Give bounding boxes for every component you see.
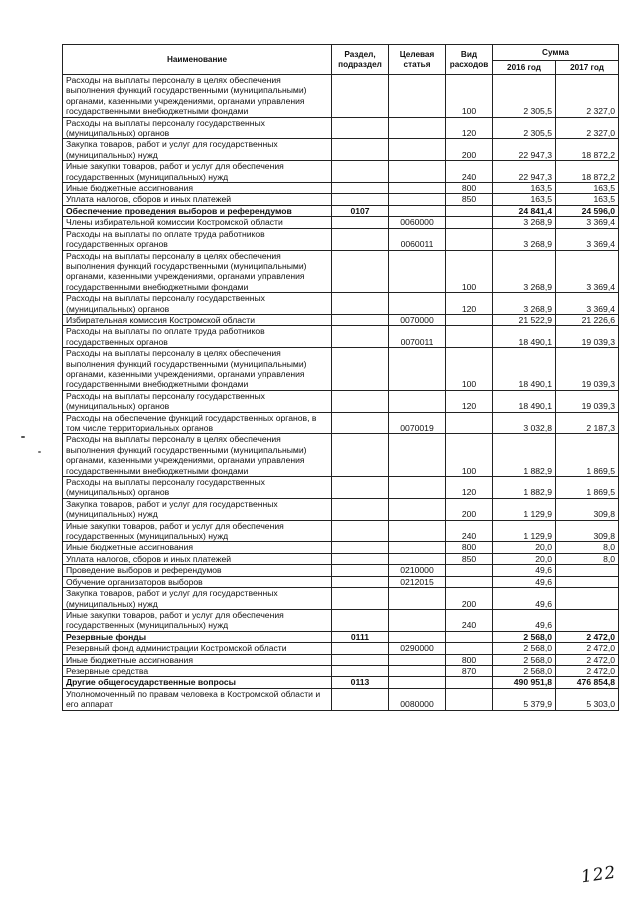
row-expense-type: 200 bbox=[446, 139, 493, 161]
row-section bbox=[332, 498, 389, 520]
row-sum-2017: 8,0 bbox=[556, 542, 619, 553]
table-row bbox=[63, 183, 619, 194]
budget-table bbox=[62, 44, 619, 711]
row-target bbox=[389, 631, 446, 642]
page-number: 122 bbox=[579, 862, 618, 888]
row-name: Другие общегосударственные вопросы bbox=[63, 677, 332, 688]
row-sum-2017: 3 369,4 bbox=[556, 217, 619, 228]
row-section bbox=[332, 412, 389, 434]
row-sum-2016: 49,6 bbox=[493, 565, 556, 576]
row-target bbox=[389, 434, 446, 477]
row-name: Расходы на выплаты персоналу государственных (муниципальных) органов bbox=[63, 390, 332, 412]
row-sum-2017: 2 327,0 bbox=[556, 117, 619, 139]
table-row bbox=[63, 643, 619, 654]
row-name: Расходы на выплаты по оплате труда работников государственных органов bbox=[63, 228, 332, 250]
scan-speck bbox=[38, 451, 41, 453]
row-target bbox=[389, 588, 446, 610]
row-section: 0113 bbox=[332, 677, 389, 688]
table-body bbox=[63, 75, 619, 711]
row-expense-type: 240 bbox=[446, 520, 493, 542]
header-target: Целевая статья bbox=[389, 45, 446, 75]
row-name: Иные бюджетные ассигнования bbox=[63, 183, 332, 194]
row-sum-2017: 1 869,5 bbox=[556, 434, 619, 477]
table-row bbox=[63, 576, 619, 587]
row-sum-2016: 18 490,1 bbox=[493, 348, 556, 391]
row-name: Иные закупки товаров, работ и услуг для обеспечения государственных (муниципальных) нужд bbox=[63, 161, 332, 183]
row-section bbox=[332, 314, 389, 325]
row-sum-2017: 163,5 bbox=[556, 183, 619, 194]
row-expense-type: 850 bbox=[446, 553, 493, 564]
row-sum-2017: 163,5 bbox=[556, 194, 619, 205]
row-sum-2016: 163,5 bbox=[493, 183, 556, 194]
row-sum-2016: 163,5 bbox=[493, 194, 556, 205]
table-row bbox=[63, 688, 619, 710]
row-sum-2016: 3 268,9 bbox=[493, 293, 556, 315]
row-target bbox=[389, 161, 446, 183]
row-expense-type bbox=[446, 688, 493, 710]
row-section bbox=[332, 117, 389, 139]
table-row bbox=[63, 665, 619, 676]
row-expense-type bbox=[446, 631, 493, 642]
table-row bbox=[63, 677, 619, 688]
row-section bbox=[332, 654, 389, 665]
row-sum-2016: 20,0 bbox=[493, 553, 556, 564]
row-expense-type: 850 bbox=[446, 194, 493, 205]
row-sum-2016: 24 841,4 bbox=[493, 205, 556, 216]
row-name: Расходы на обеспечение функций государственных органов, в том числе территориальных органов bbox=[63, 412, 332, 434]
table-row bbox=[63, 609, 619, 631]
header-name: Наименование bbox=[63, 45, 332, 75]
row-expense-type bbox=[446, 217, 493, 228]
table-row bbox=[63, 228, 619, 250]
row-section bbox=[332, 250, 389, 293]
row-name: Закупка товаров, работ и услуг для государственных (муниципальных) нужд bbox=[63, 139, 332, 161]
row-name: Проведение выборов и референдумов bbox=[63, 565, 332, 576]
row-target bbox=[389, 293, 446, 315]
row-sum-2016: 2 305,5 bbox=[493, 75, 556, 118]
row-name: Расходы на выплаты персоналу в целях обеспечения выполнения функций государственными (муниципальными) органами, казенными учреждениями, органами управления государственными внебюджетными фондами bbox=[63, 75, 332, 118]
row-target bbox=[389, 677, 446, 688]
row-sum-2017: 19 039,3 bbox=[556, 390, 619, 412]
row-sum-2016: 5 379,9 bbox=[493, 688, 556, 710]
row-sum-2017: 1 869,5 bbox=[556, 477, 619, 499]
table-row bbox=[63, 477, 619, 499]
row-name: Расходы на выплаты персоналу в целях обеспечения выполнения функций государственными (муниципальными) органами, казенными учреждениями, органами управления государственными внебюджетными фондами bbox=[63, 348, 332, 391]
row-name: Резервный фонд администрации Костромской области bbox=[63, 643, 332, 654]
row-sum-2016: 3 268,9 bbox=[493, 250, 556, 293]
row-name: Уплата налогов, сборов и иных платежей bbox=[63, 553, 332, 564]
row-sum-2017 bbox=[556, 565, 619, 576]
row-sum-2016: 20,0 bbox=[493, 542, 556, 553]
row-sum-2017: 18 872,2 bbox=[556, 161, 619, 183]
row-sum-2016: 1 129,9 bbox=[493, 520, 556, 542]
table-row bbox=[63, 139, 619, 161]
row-sum-2017: 3 369,4 bbox=[556, 228, 619, 250]
row-section bbox=[332, 688, 389, 710]
table-row bbox=[63, 520, 619, 542]
row-target bbox=[389, 250, 446, 293]
row-sum-2016: 2 568,0 bbox=[493, 631, 556, 642]
row-expense-type bbox=[446, 314, 493, 325]
row-target: 0060011 bbox=[389, 228, 446, 250]
row-sum-2016: 3 268,9 bbox=[493, 217, 556, 228]
row-sum-2017: 2 472,0 bbox=[556, 643, 619, 654]
row-target bbox=[389, 553, 446, 564]
header-section: Раздел, подраздел bbox=[332, 45, 389, 75]
row-expense-type bbox=[446, 326, 493, 348]
row-section bbox=[332, 542, 389, 553]
row-sum-2017: 2 472,0 bbox=[556, 665, 619, 676]
row-sum-2016: 22 947,3 bbox=[493, 161, 556, 183]
row-section bbox=[332, 643, 389, 654]
table-row bbox=[63, 553, 619, 564]
row-target bbox=[389, 75, 446, 118]
row-expense-type bbox=[446, 643, 493, 654]
row-target bbox=[389, 498, 446, 520]
row-expense-type: 100 bbox=[446, 75, 493, 118]
row-section bbox=[332, 565, 389, 576]
row-expense-type: 870 bbox=[446, 665, 493, 676]
row-sum-2017 bbox=[556, 609, 619, 631]
row-sum-2017: 19 039,3 bbox=[556, 326, 619, 348]
row-expense-type bbox=[446, 228, 493, 250]
row-target bbox=[389, 117, 446, 139]
row-sum-2016: 49,6 bbox=[493, 576, 556, 587]
row-sum-2016: 18 490,1 bbox=[493, 390, 556, 412]
row-sum-2017: 8,0 bbox=[556, 553, 619, 564]
row-target bbox=[389, 654, 446, 665]
row-section bbox=[332, 194, 389, 205]
row-section bbox=[332, 75, 389, 118]
row-name: Иные закупки товаров, работ и услуг для обеспечения государственных (муниципальных) нужд bbox=[63, 609, 332, 631]
table-row bbox=[63, 542, 619, 553]
scan-speck bbox=[21, 436, 25, 438]
header-2017: 2017 год bbox=[556, 61, 619, 75]
row-sum-2016: 2 305,5 bbox=[493, 117, 556, 139]
row-section bbox=[332, 326, 389, 348]
row-sum-2017: 21 226,6 bbox=[556, 314, 619, 325]
row-target: 0212015 bbox=[389, 576, 446, 587]
table-row bbox=[63, 205, 619, 216]
row-expense-type: 100 bbox=[446, 250, 493, 293]
row-sum-2017: 2 472,0 bbox=[556, 631, 619, 642]
row-expense-type bbox=[446, 205, 493, 216]
row-sum-2017: 18 872,2 bbox=[556, 139, 619, 161]
row-name: Обучение организаторов выборов bbox=[63, 576, 332, 587]
row-sum-2017: 2 472,0 bbox=[556, 654, 619, 665]
row-target bbox=[389, 194, 446, 205]
row-name: Резервные средства bbox=[63, 665, 332, 676]
row-expense-type: 240 bbox=[446, 609, 493, 631]
row-expense-type bbox=[446, 565, 493, 576]
row-target bbox=[389, 390, 446, 412]
row-expense-type: 120 bbox=[446, 390, 493, 412]
row-sum-2017: 2 327,0 bbox=[556, 75, 619, 118]
header-2016: 2016 год bbox=[493, 61, 556, 75]
row-sum-2017 bbox=[556, 588, 619, 610]
table-row bbox=[63, 326, 619, 348]
row-target bbox=[389, 609, 446, 631]
row-target: 0290000 bbox=[389, 643, 446, 654]
row-sum-2017: 309,8 bbox=[556, 498, 619, 520]
table-row bbox=[63, 390, 619, 412]
row-section bbox=[332, 609, 389, 631]
row-expense-type: 100 bbox=[446, 348, 493, 391]
row-target bbox=[389, 205, 446, 216]
row-sum-2017 bbox=[556, 576, 619, 587]
row-sum-2016: 2 568,0 bbox=[493, 643, 556, 654]
row-expense-type: 240 bbox=[446, 161, 493, 183]
table-row bbox=[63, 314, 619, 325]
row-name: Члены избирательной комиссии Костромской области bbox=[63, 217, 332, 228]
row-sum-2016: 2 568,0 bbox=[493, 665, 556, 676]
row-sum-2017: 24 596,0 bbox=[556, 205, 619, 216]
table-row bbox=[63, 217, 619, 228]
row-target bbox=[389, 477, 446, 499]
row-sum-2017: 309,8 bbox=[556, 520, 619, 542]
row-sum-2016: 1 882,9 bbox=[493, 434, 556, 477]
row-section bbox=[332, 217, 389, 228]
row-expense-type: 800 bbox=[446, 542, 493, 553]
row-name: Иные бюджетные ассигнования bbox=[63, 542, 332, 553]
row-expense-type: 200 bbox=[446, 498, 493, 520]
row-section bbox=[332, 553, 389, 564]
row-sum-2016: 3 032,8 bbox=[493, 412, 556, 434]
row-target bbox=[389, 183, 446, 194]
table-row bbox=[63, 498, 619, 520]
row-section: 0111 bbox=[332, 631, 389, 642]
row-target bbox=[389, 139, 446, 161]
row-name: Иные бюджетные ассигнования bbox=[63, 654, 332, 665]
row-sum-2016: 22 947,3 bbox=[493, 139, 556, 161]
table-row bbox=[63, 250, 619, 293]
row-expense-type bbox=[446, 412, 493, 434]
table-row bbox=[63, 75, 619, 118]
row-section bbox=[332, 139, 389, 161]
row-name: Избирательная комиссия Костромской области bbox=[63, 314, 332, 325]
row-sum-2016: 21 522,9 bbox=[493, 314, 556, 325]
table-row bbox=[63, 565, 619, 576]
row-expense-type: 120 bbox=[446, 117, 493, 139]
row-section bbox=[332, 183, 389, 194]
row-name: Иные закупки товаров, работ и услуг для обеспечения государственных (муниципальных) нужд bbox=[63, 520, 332, 542]
row-sum-2016: 3 268,9 bbox=[493, 228, 556, 250]
row-section bbox=[332, 161, 389, 183]
row-target: 0210000 bbox=[389, 565, 446, 576]
row-sum-2017: 5 303,0 bbox=[556, 688, 619, 710]
row-name: Закупка товаров, работ и услуг для государственных (муниципальных) нужд bbox=[63, 588, 332, 610]
row-section bbox=[332, 665, 389, 676]
row-section bbox=[332, 434, 389, 477]
row-target: 0080000 bbox=[389, 688, 446, 710]
row-name: Резервные фонды bbox=[63, 631, 332, 642]
row-name: Уполномоченный по правам человека в Костромской области и его аппарат bbox=[63, 688, 332, 710]
row-sum-2017: 476 854,8 bbox=[556, 677, 619, 688]
row-expense-type: 800 bbox=[446, 183, 493, 194]
row-name: Расходы на выплаты персоналу в целях обеспечения выполнения функций государственными (муниципальными) органами, казенными учреждениями, органами управления государственными внебюджетными фондами bbox=[63, 250, 332, 293]
row-target: 0070000 bbox=[389, 314, 446, 325]
row-expense-type bbox=[446, 576, 493, 587]
row-target bbox=[389, 665, 446, 676]
header-sum: Сумма bbox=[493, 45, 619, 61]
table-row bbox=[63, 194, 619, 205]
row-name: Закупка товаров, работ и услуг для государственных (муниципальных) нужд bbox=[63, 498, 332, 520]
row-sum-2016: 49,6 bbox=[493, 609, 556, 631]
row-section bbox=[332, 588, 389, 610]
row-expense-type: 800 bbox=[446, 654, 493, 665]
row-name: Расходы на выплаты персоналу государственных (муниципальных) органов bbox=[63, 293, 332, 315]
row-target: 0070019 bbox=[389, 412, 446, 434]
row-section bbox=[332, 348, 389, 391]
row-target bbox=[389, 542, 446, 553]
row-target bbox=[389, 520, 446, 542]
row-expense-type: 100 bbox=[446, 434, 493, 477]
row-sum-2017: 19 039,3 bbox=[556, 348, 619, 391]
row-name: Расходы на выплаты персоналу в целях обеспечения выполнения функций государственными (муниципальными) органами, казенными учреждениями, органами управления государственными внебюджетными фондами bbox=[63, 434, 332, 477]
table-row bbox=[63, 588, 619, 610]
row-name: Расходы на выплаты по оплате труда работников государственных органов bbox=[63, 326, 332, 348]
table-row bbox=[63, 348, 619, 391]
row-sum-2016: 18 490,1 bbox=[493, 326, 556, 348]
table-row bbox=[63, 161, 619, 183]
row-expense-type: 120 bbox=[446, 293, 493, 315]
row-sum-2017: 2 187,3 bbox=[556, 412, 619, 434]
row-sum-2016: 1 882,9 bbox=[493, 477, 556, 499]
row-name: Расходы на выплаты персоналу государственных (муниципальных) органов bbox=[63, 477, 332, 499]
row-name: Уплата налогов, сборов и иных платежей bbox=[63, 194, 332, 205]
row-target: 0060000 bbox=[389, 217, 446, 228]
row-target: 0070011 bbox=[389, 326, 446, 348]
row-section bbox=[332, 477, 389, 499]
row-target bbox=[389, 348, 446, 391]
row-expense-type: 200 bbox=[446, 588, 493, 610]
header-expense-type: Вид расходов bbox=[446, 45, 493, 75]
row-expense-type bbox=[446, 677, 493, 688]
row-section bbox=[332, 576, 389, 587]
row-sum-2016: 2 568,0 bbox=[493, 654, 556, 665]
row-name: Расходы на выплаты персоналу государственных (муниципальных) органов bbox=[63, 117, 332, 139]
table-row bbox=[63, 631, 619, 642]
table-row bbox=[63, 293, 619, 315]
row-section bbox=[332, 520, 389, 542]
row-name: Обеспечение проведения выборов и референдумов bbox=[63, 205, 332, 216]
row-section: 0107 bbox=[332, 205, 389, 216]
row-sum-2016: 1 129,9 bbox=[493, 498, 556, 520]
table-row bbox=[63, 654, 619, 665]
row-section bbox=[332, 293, 389, 315]
table-row bbox=[63, 434, 619, 477]
row-sum-2016: 490 951,8 bbox=[493, 677, 556, 688]
row-section bbox=[332, 228, 389, 250]
row-section bbox=[332, 390, 389, 412]
row-sum-2016: 49,6 bbox=[493, 588, 556, 610]
table-row bbox=[63, 412, 619, 434]
row-expense-type: 120 bbox=[446, 477, 493, 499]
row-sum-2017: 3 369,4 bbox=[556, 293, 619, 315]
row-sum-2017: 3 369,4 bbox=[556, 250, 619, 293]
budget-table-page bbox=[62, 44, 618, 711]
table-row bbox=[63, 117, 619, 139]
